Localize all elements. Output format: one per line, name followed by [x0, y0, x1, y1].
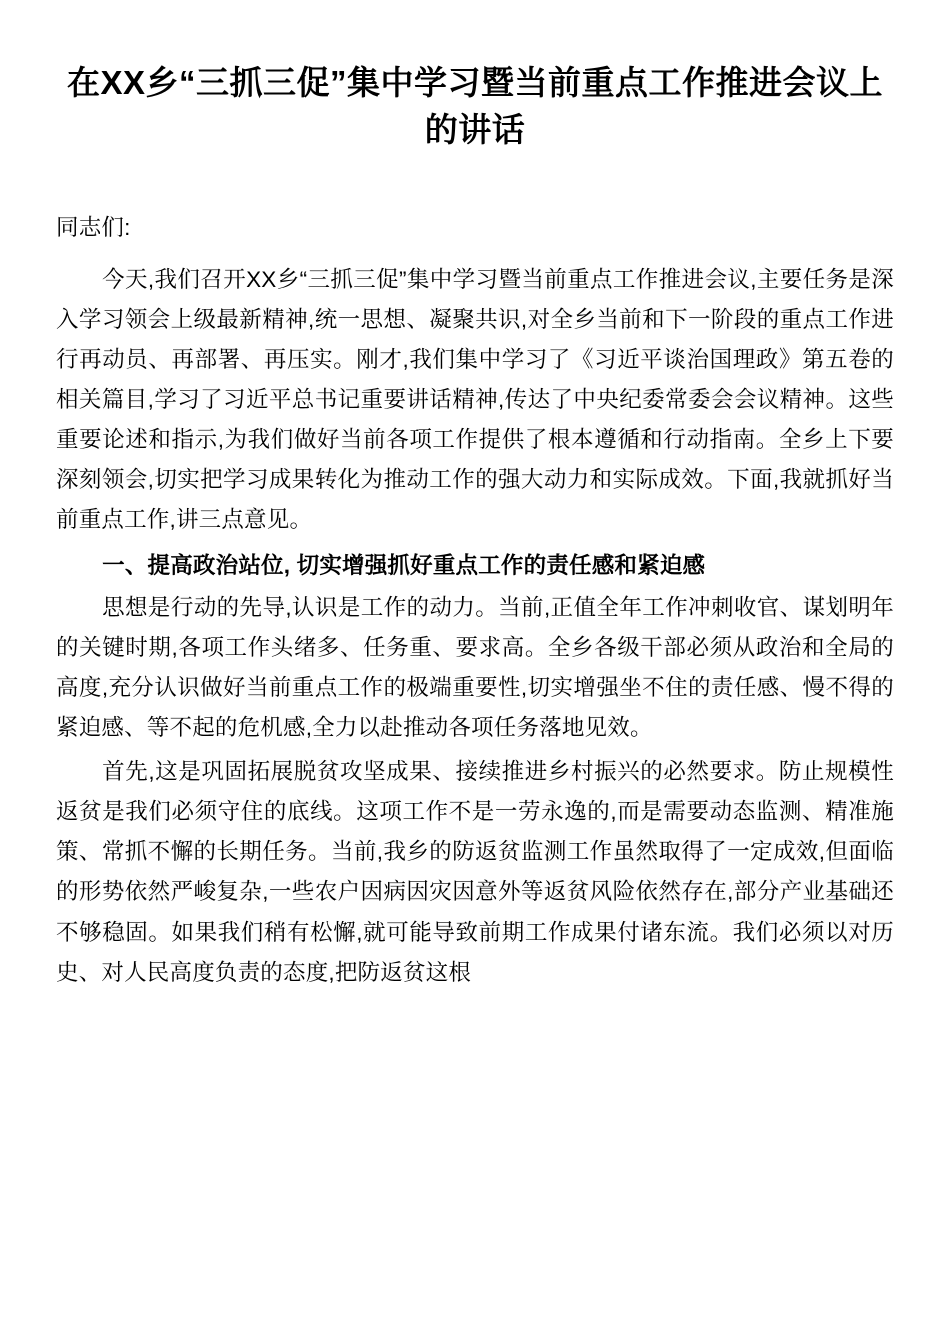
salutation: 同志们:	[56, 214, 131, 240]
paragraph-1: 今天,我们召开XX乡“三抓三促”集中学习暨当前重点工作推进会议,主要任务是深入学习领会上级最新精神,统一思想、凝聚共识,对全乡当前和下一阶段的重点工作进行再动员、再部署、再压实。刚才,我们集中学习了《习近平谈治国理政》第五卷的相关篇目,学习了习近平总书记重要讲话精神,传达了中央纪委常委会会议精神。这些重要论述和指示,为我们做好当前各项工作提供了根本遵循和行动指南。全乡上下要深刻领会,切实把学习成果转化为推动工作的强大动力和实际成效。下面,我就抓好当前重点工作,讲三点意见。	[56, 266, 894, 533]
document-body	[56, 208, 894, 993]
section-heading-1: 一、提高政治站位, 切实增强抓好重点工作的责任感和紧迫感	[102, 553, 706, 579]
paragraph-2: 思想是行动的先导,认识是工作的动力。当前,正值全年工作冲刺收官、谋划明年的关键时期,各项工作头绪多、任务重、要求高。全乡各级干部必须从政治和全局的高度,充分认识做好当前重点工作的极端重要性,切实增强坐不住的责任感、慢不得的紧迫感、等不起的危机感,全力以赴推动各项任务落地见效。	[56, 595, 894, 741]
page-title: 在XX乡“三抓三促”集中学习暨当前重点工作推进会议上的讲话	[66, 64, 884, 148]
paragraph-3: 首先,这是巩固拓展脱贫攻坚成果、接续推进乡村振兴的必然要求。防止规模性返贫是我们必须守住的底线。这项工作不是一劳永逸的,而是需要动态监测、精准施策、常抓不懈的长期任务。当前,我乡的防返贫监测工作虽然取得了一定成效,但面临的形势依然严峻复杂,一些农户因病因灾因意外等返贫风险依然存在,部分产业基础还不够稳固。如果我们稍有松懈,就可能导致前期工作成果付诸东流。我们必须以对历史、对人民高度负责的态度,把防返贫这根	[56, 759, 894, 985]
